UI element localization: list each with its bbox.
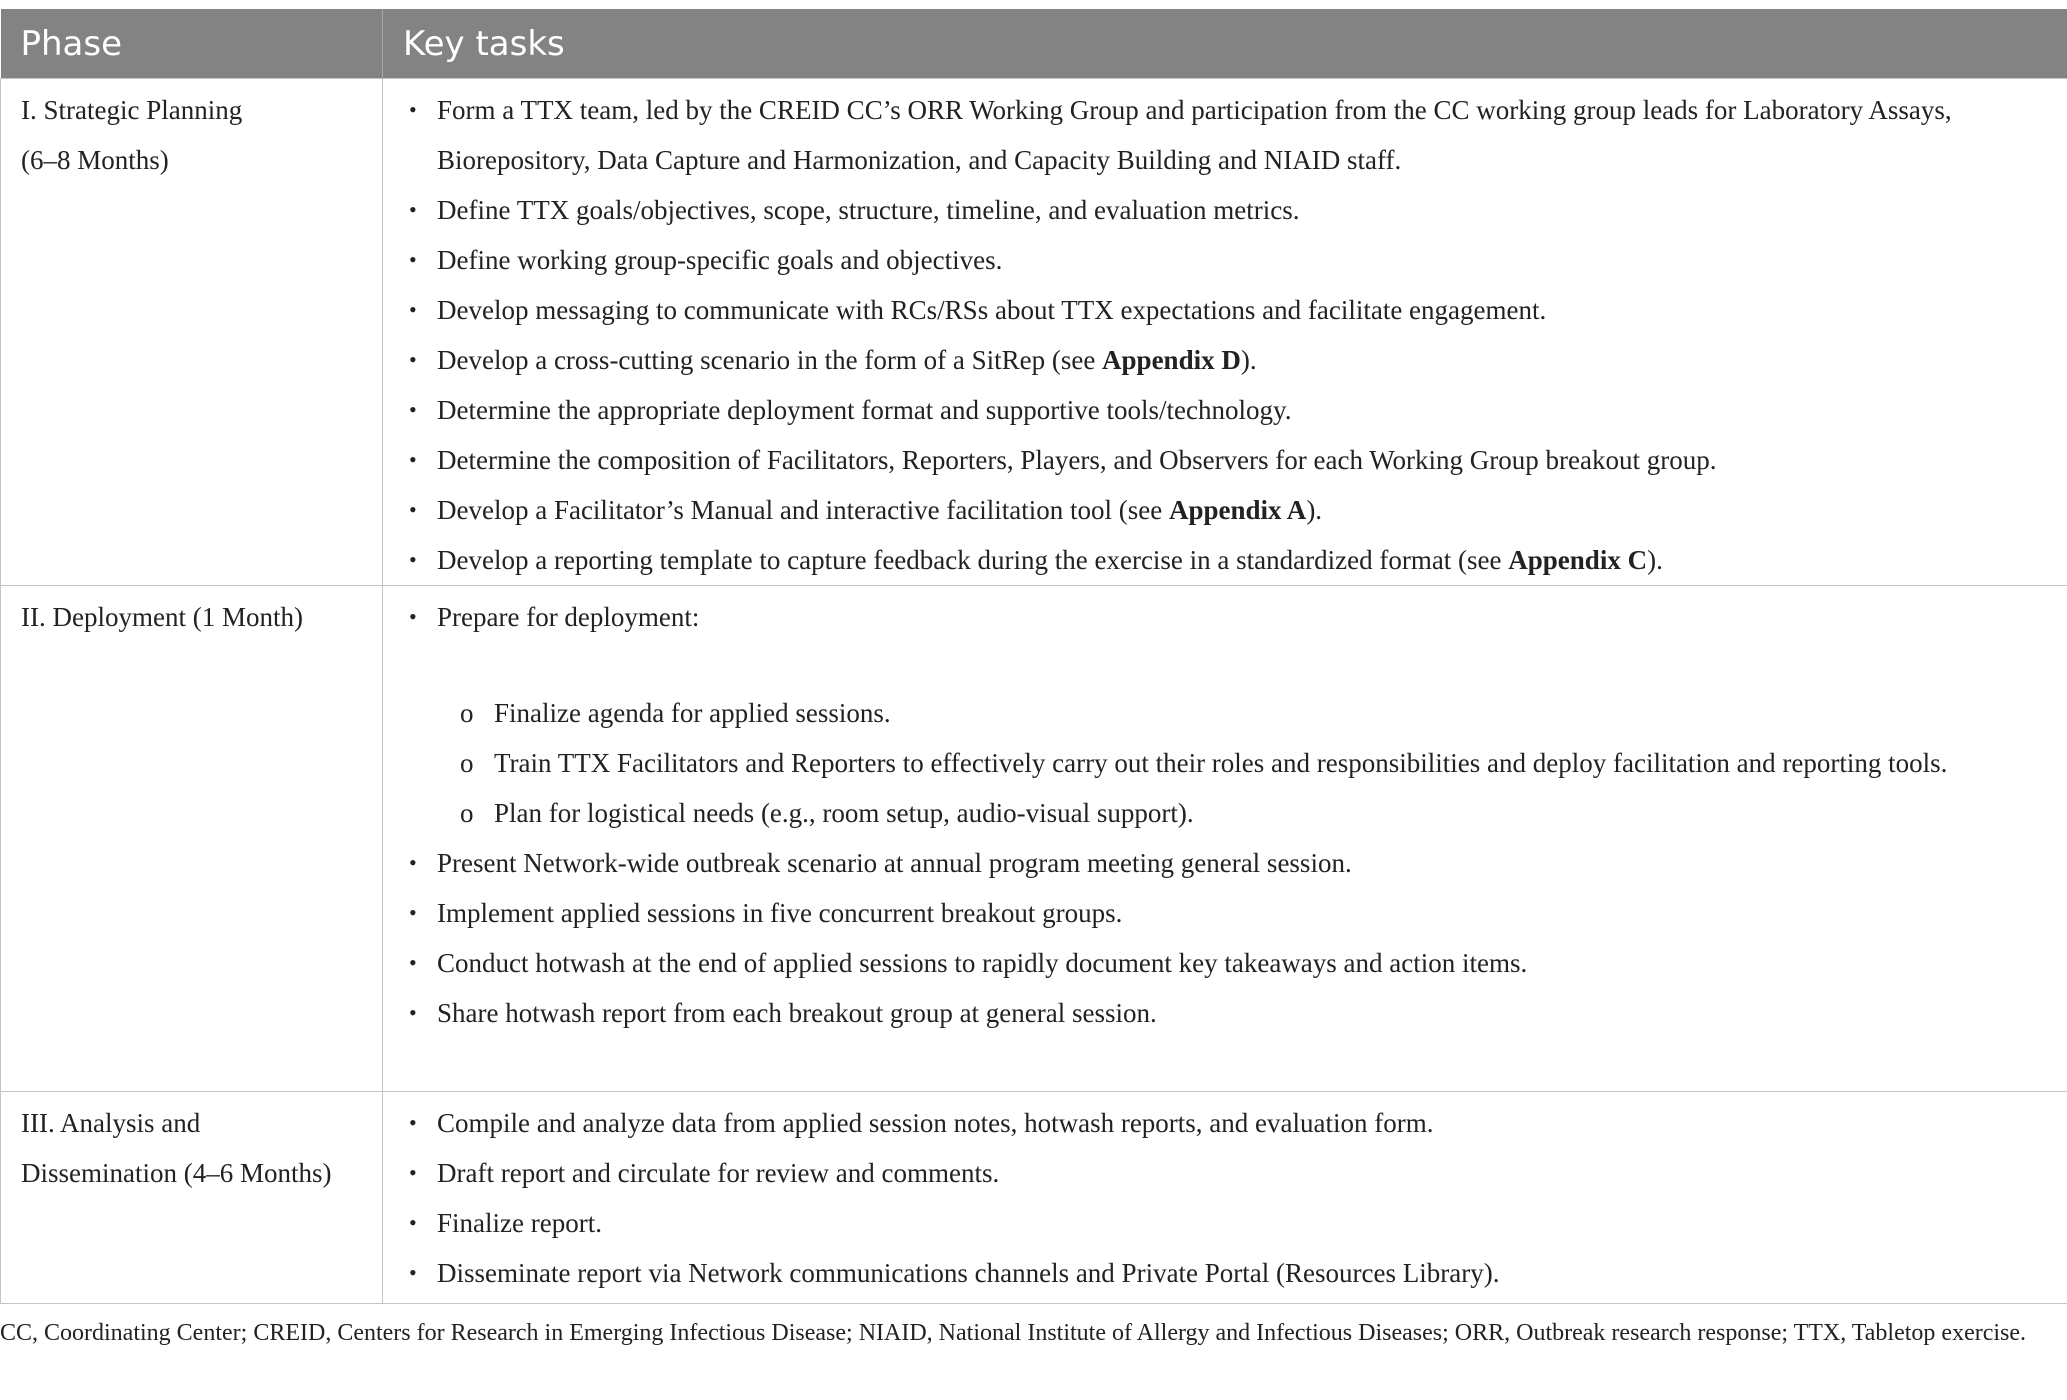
- task-text-end: ).: [1306, 495, 1323, 525]
- task-text: Develop messaging to communicate with RCs/RSs about TTX expectations and facilitate engagement.: [437, 295, 1547, 325]
- bullet-icon: •: [409, 604, 417, 629]
- task-item: [383, 938, 2067, 988]
- table-body: [1, 79, 2067, 1304]
- task-text: Develop a Facilitator’s Manual and interactive facilitation tool (see: [437, 495, 1169, 525]
- key-tasks-cell: [383, 79, 2067, 586]
- bullet-icon: •: [409, 447, 417, 472]
- bullet-icon: •: [409, 1160, 417, 1185]
- key-tasks-cell: [383, 586, 2067, 1092]
- task-text: Draft report and circulate for review and comments.: [437, 1158, 1000, 1188]
- table-row: [1, 1092, 2067, 1304]
- task-text: Finalize report.: [437, 1208, 602, 1238]
- subtask-text: Finalize agenda for applied sessions.: [494, 698, 891, 728]
- task-item: [383, 85, 2067, 185]
- bullet-icon: •: [409, 850, 417, 875]
- task-text: Define working group-specific goals and objectives.: [437, 245, 1003, 275]
- phase-cell: [1, 79, 383, 586]
- bullet-icon: •: [409, 900, 417, 925]
- phase-label-line: III. Analysis and: [21, 1108, 201, 1138]
- task-text: Prepare for deployment:: [437, 602, 700, 632]
- task-text: Form a TTX team, led by the CREID CC’s ORR Working Group and participation from the CC working group leads for Laboratory Assays, Biorepository, Data Capture and Harmonization, and Capacity Building and NIAID staff.: [437, 95, 1952, 175]
- sub-bullet-icon: o: [460, 748, 474, 778]
- task-item: [383, 235, 2067, 285]
- task-text-end: ).: [1647, 545, 1663, 575]
- task-text: Determine the composition of Facilitators, Reporters, Players, and Observers for each Working Group breakout group.: [437, 445, 1717, 475]
- subtask-item: [437, 738, 2047, 788]
- table-row: [1, 586, 2067, 1092]
- bullet-icon: •: [409, 547, 417, 572]
- table-footnote: CC, Coordinating Center; CREID, Centers for Research in Emerging Infectious Disease; NIAID, National Institute of Allergy and Infectious Diseases; ORR, Outbreak research response; TTX, Tabletop exercise.: [0, 1320, 2027, 1346]
- task-item: [383, 1148, 2067, 1198]
- task-text: Disseminate report via Network communications channels and Private Portal (Resources Library).: [437, 1258, 1500, 1288]
- task-item: [383, 1098, 2067, 1148]
- phase-tasks-table: [0, 9, 2067, 1304]
- task-text: Develop a cross-cutting scenario in the form of a SitRep (see: [437, 345, 1103, 375]
- task-item: [383, 1248, 2067, 1298]
- phase-cell: [1, 1092, 383, 1304]
- subtask-text: Plan for logistical needs (e.g., room setup, audio-visual support).: [494, 798, 1194, 828]
- task-item: [383, 1198, 2067, 1248]
- sub-bullet-icon: o: [460, 798, 474, 828]
- task-text: Develop a reporting template to capture feedback during the exercise in a standardized format (see: [437, 545, 1509, 575]
- phase-tasks-table-wrapper: [0, 9, 2067, 1304]
- phase-label-line: II. Deployment (1 Month): [21, 602, 303, 632]
- table-row: [1, 79, 2067, 586]
- task-text: Implement applied sessions in five concurrent breakout groups.: [437, 898, 1123, 928]
- task-item: [383, 535, 2067, 585]
- task-item: [383, 385, 2067, 435]
- header-key-tasks: Key tasks: [383, 9, 2067, 79]
- subtask-text: Train TTX Facilitators and Reporters to effectively carry out their roles and responsibilities and deploy facilitation and reporting tools.: [494, 748, 1948, 778]
- bullet-icon: •: [409, 297, 417, 322]
- sub-bullet-icon: o: [460, 698, 474, 728]
- phase-label-line: I. Strategic Planning: [21, 95, 243, 125]
- table-header-row: [1, 9, 2067, 79]
- bullet-icon: •: [409, 1110, 417, 1135]
- bullet-icon: •: [409, 247, 417, 272]
- phase-label-line: Dissemination (4–6 Months): [21, 1158, 332, 1188]
- subtask-item: [437, 788, 2047, 838]
- phase-label-line: (6–8 Months): [21, 145, 169, 175]
- task-item: [383, 435, 2067, 485]
- task-list: [383, 85, 2067, 585]
- appendix-reference: Appendix C: [1508, 545, 1648, 575]
- bullet-icon: •: [409, 347, 417, 372]
- task-item: [383, 185, 2067, 235]
- key-tasks-cell: [383, 1092, 2067, 1304]
- task-item: [383, 838, 2067, 888]
- bullet-icon: •: [409, 197, 417, 222]
- bullet-icon: •: [409, 497, 417, 522]
- header-phase: Phase: [1, 9, 383, 79]
- bullet-icon: •: [409, 1000, 417, 1025]
- appendix-reference: Appendix A: [1169, 495, 1307, 525]
- phase-cell: [1, 586, 383, 1092]
- bullet-icon: •: [409, 950, 417, 975]
- task-item: [383, 988, 2067, 1038]
- appendix-reference: Appendix D: [1102, 345, 1241, 375]
- task-item: [383, 335, 2067, 385]
- subtask-list: [437, 688, 2047, 838]
- task-text: Conduct hotwash at the end of applied sessions to rapidly document key takeaways and action items.: [437, 948, 1528, 978]
- task-item: [383, 285, 2067, 335]
- subtask-item: [437, 688, 2047, 738]
- task-item: [383, 888, 2067, 938]
- task-text: Define TTX goals/objectives, scope, structure, timeline, and evaluation metrics.: [437, 195, 1300, 225]
- task-list: [383, 1098, 2067, 1298]
- task-item: [383, 485, 2067, 535]
- bullet-icon: •: [409, 1260, 417, 1285]
- task-text: Share hotwash report from each breakout group at general session.: [437, 998, 1157, 1028]
- task-text: Compile and analyze data from applied session notes, hotwash reports, and evaluation form.: [437, 1108, 1434, 1138]
- task-text: Present Network-wide outbreak scenario at annual program meeting general session.: [437, 848, 1352, 878]
- task-item: [383, 592, 2067, 838]
- bullet-icon: •: [409, 97, 417, 122]
- bullet-icon: •: [409, 397, 417, 422]
- task-text-end: ).: [1240, 345, 1257, 375]
- task-list: [383, 592, 2067, 1038]
- bullet-icon: •: [409, 1210, 417, 1235]
- task-text: Determine the appropriate deployment format and supportive tools/technology.: [437, 395, 1292, 425]
